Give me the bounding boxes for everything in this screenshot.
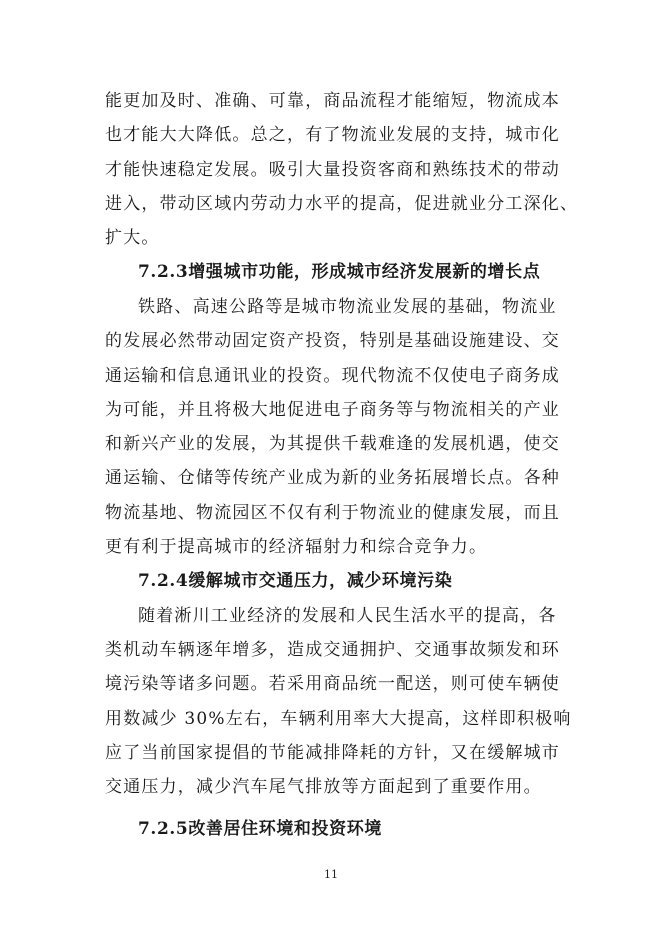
paragraph-2-line-6: 通运输、仓储等传统产业成为新的业务拓展增长点。各种: [105, 468, 560, 488]
paragraph-3-line-1: 随着淅川工业经济的发展和人民生活水平的提高，各: [138, 606, 557, 626]
paragraph-3-line-3: 境污染等诸多问题。若采用商品统一配送，则可使车辆使: [105, 674, 560, 694]
paragraph-2-line-4: 为可能，并且将极大地促进电子商务等与物流相关的产业: [105, 400, 560, 420]
paragraph-2-line-5: 和新兴产业的发展，为其提供千载难逢的发展机遇，使交: [105, 434, 560, 454]
paragraph-1-line-5: 扩大。: [105, 228, 160, 248]
page-number: 11: [324, 868, 338, 881]
paragraph-2-line-8: 更有利于提高城市的经济辐射力和综合竞争力。: [105, 537, 488, 557]
section-heading-7-2-5: 7.2.5改善居住环境和投资环境: [138, 819, 382, 839]
paragraph-1-line-2: 也才能大大降低。总之，有了物流业发展的支持，城市化: [105, 125, 560, 145]
paragraph-3-line-2: 类机动车辆逐年增多，造成交通拥护、交通事故频发和环: [105, 640, 560, 660]
paragraph-1-line-3: 才能快速稳定发展。吸引大量投资客商和熟练技术的带动: [105, 160, 560, 180]
paragraph-2-line-2: 的发展必然带动固定资产投资，特别是基础设施建设、交: [105, 331, 560, 351]
paragraph-3-line-4: 用数减少 30%左右，车辆利用率大大提高，这样即积极响: [105, 709, 572, 729]
section-heading-7-2-3: 7.2.3增强城市功能，形成城市经济发展新的增长点: [138, 262, 541, 282]
paragraph-2-line-3: 通运输和信息通讯业的投资。现代物流不仅使电子商务成: [105, 366, 560, 386]
paragraph-1-line-1: 能更加及时、准确、可靠，商品流程才能缩短，物流成本: [105, 91, 560, 111]
paragraph-2-line-1: 铁路、高速公路等是城市物流业发展的基础，物流业: [138, 297, 557, 317]
paragraph-3-line-6: 交通压力，减少汽车尾气排放等方面起到了重要作用。: [105, 777, 542, 797]
paragraph-3-line-5: 应了当前国家提倡的节能减排降耗的方针，又在缓解城市: [105, 743, 560, 763]
paragraph-2-line-7: 物流基地、物流园区不仅有利于物流业的健康发展，而且: [105, 503, 560, 523]
section-heading-7-2-4: 7.2.4缓解城市交通压力，减少环境污染: [138, 571, 453, 591]
paragraph-1-line-4: 进入，带动区域内劳动力水平的提高，促进就业分工深化、: [105, 194, 579, 214]
